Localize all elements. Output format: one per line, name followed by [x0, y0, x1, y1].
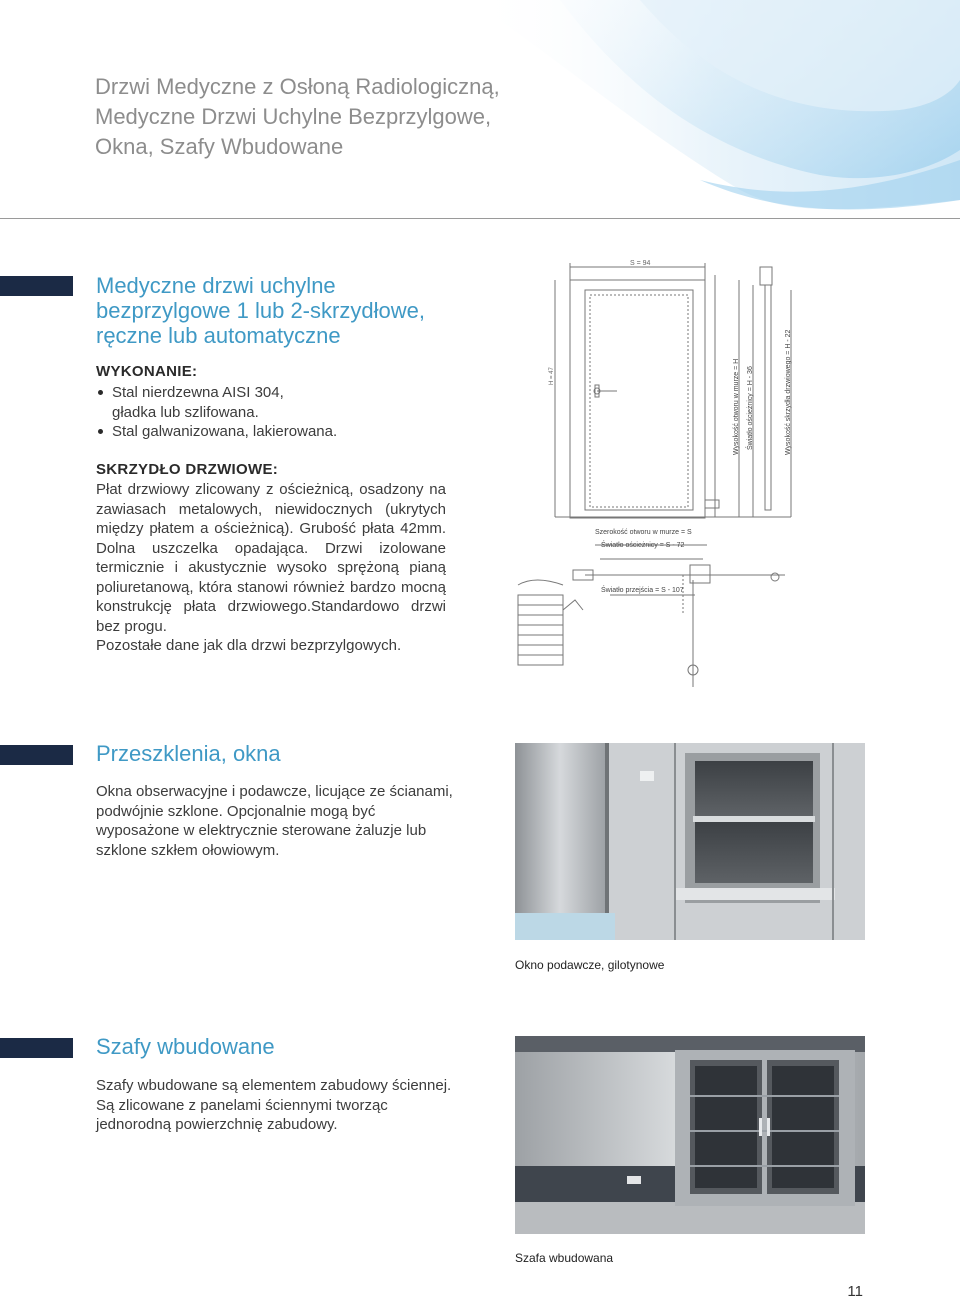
horizontal-dimension-label: Światło ościeżnicy = S - 72 — [601, 542, 685, 549]
header-title-line: Drzwi Medyczne z Osłoną Radiologiczną, — [95, 74, 500, 99]
section-marker-bar — [0, 276, 73, 296]
section-title-line: bezprzylgowe 1 lub 2-skrzydłowe, — [96, 298, 425, 323]
section-title-doors — [96, 273, 476, 348]
top-dimension-label: S = 94 — [630, 260, 651, 267]
horizontal-dimension-label: Szerokość otworu w murze = S — [595, 529, 692, 536]
page-number: 11 — [847, 1283, 863, 1300]
section-marker-bar — [0, 745, 73, 765]
list-item: Stal galwanizowana, lakierowana. — [96, 422, 426, 442]
list-item: Stal nierdzewna AISI 304, gładka lub szlifowana. — [96, 383, 426, 422]
section-title-line: Medyczne drzwi uchylne — [96, 273, 336, 298]
wykonanie-label: WYKONANIE: — [96, 363, 198, 380]
vertical-dimension-label: Wysokość otworu w murze = H — [733, 358, 740, 455]
window-photo — [515, 743, 865, 940]
other-data-note: Pozostałe dane jak dla drzwi bezprzylgowych. — [96, 637, 402, 654]
cabinet-photo-caption: Szafa wbudowana — [515, 1251, 614, 1265]
door-drawing-svg — [515, 255, 815, 695]
cabinet-photo — [515, 1036, 865, 1234]
skrzydlo-label: SKRZYDŁO DRZWIOWE: — [96, 461, 279, 478]
wykonanie-list — [96, 383, 426, 442]
window-photo-caption: Okno podawcze, gilotynowe — [515, 958, 665, 972]
windows-paragraph: Okna obserwacyjne i podawcze, licujące ze ścianami, podwójnie szklone. Opcjonalnie mogą być wyposażone w elektrycznie sterowane żaluzje lub szklone szkłem ołowiowym. — [96, 783, 453, 859]
vertical-dimension-label: Wysokość skrzydła drzwiowego = H - 22 — [785, 329, 792, 455]
door-technical-drawing — [515, 255, 815, 695]
section-marker-bar — [0, 1038, 73, 1058]
cabinets-paragraph: Szafy wbudowane są elementem zabudowy ściennej. Są zlicowane z panelami ściennymi tworząc jednorodną powierzchnię zabudowy. — [96, 1077, 452, 1133]
section-title-line: ręczne lub automatyczne — [96, 323, 341, 348]
section-title-cabinets: Szafy wbudowane — [96, 1034, 275, 1059]
header-title — [95, 72, 615, 162]
left-dimension-label: H = 47 — [549, 367, 555, 385]
header-title-line: Medyczne Drzwi Uchylne Bezprzylgowe, — [95, 104, 492, 129]
cabinet-photo-svg — [515, 1036, 865, 1234]
header-divider — [0, 218, 960, 219]
vertical-dimension-label: Światło ościeżnicy = H - 36 — [747, 366, 754, 450]
horizontal-dimension-label: Światło przejścia = S - 107 — [601, 587, 684, 594]
header-title-line: Okna, Szafy Wbudowane — [95, 134, 344, 159]
skrzydlo-paragraph: Płat drzwiowy zlicowany z ościeżnicą, osadzony na zawiasach metalowych, niewidocznych (ukrytych między płatem a ościeżnicą). Grubość płata 42mm. Dolna uszczelka opadająca. Drzwi izolowane termicznie i akustycznie wysoko sprężoną pianą poliuretanową, która stanowi również bardzo mocną konstrukcję płata drzwiowego.Standardowo drzwi bez progu. — [96, 481, 446, 635]
section-title-windows: Przeszklenia, okna — [96, 741, 281, 766]
window-photo-svg — [515, 743, 865, 940]
